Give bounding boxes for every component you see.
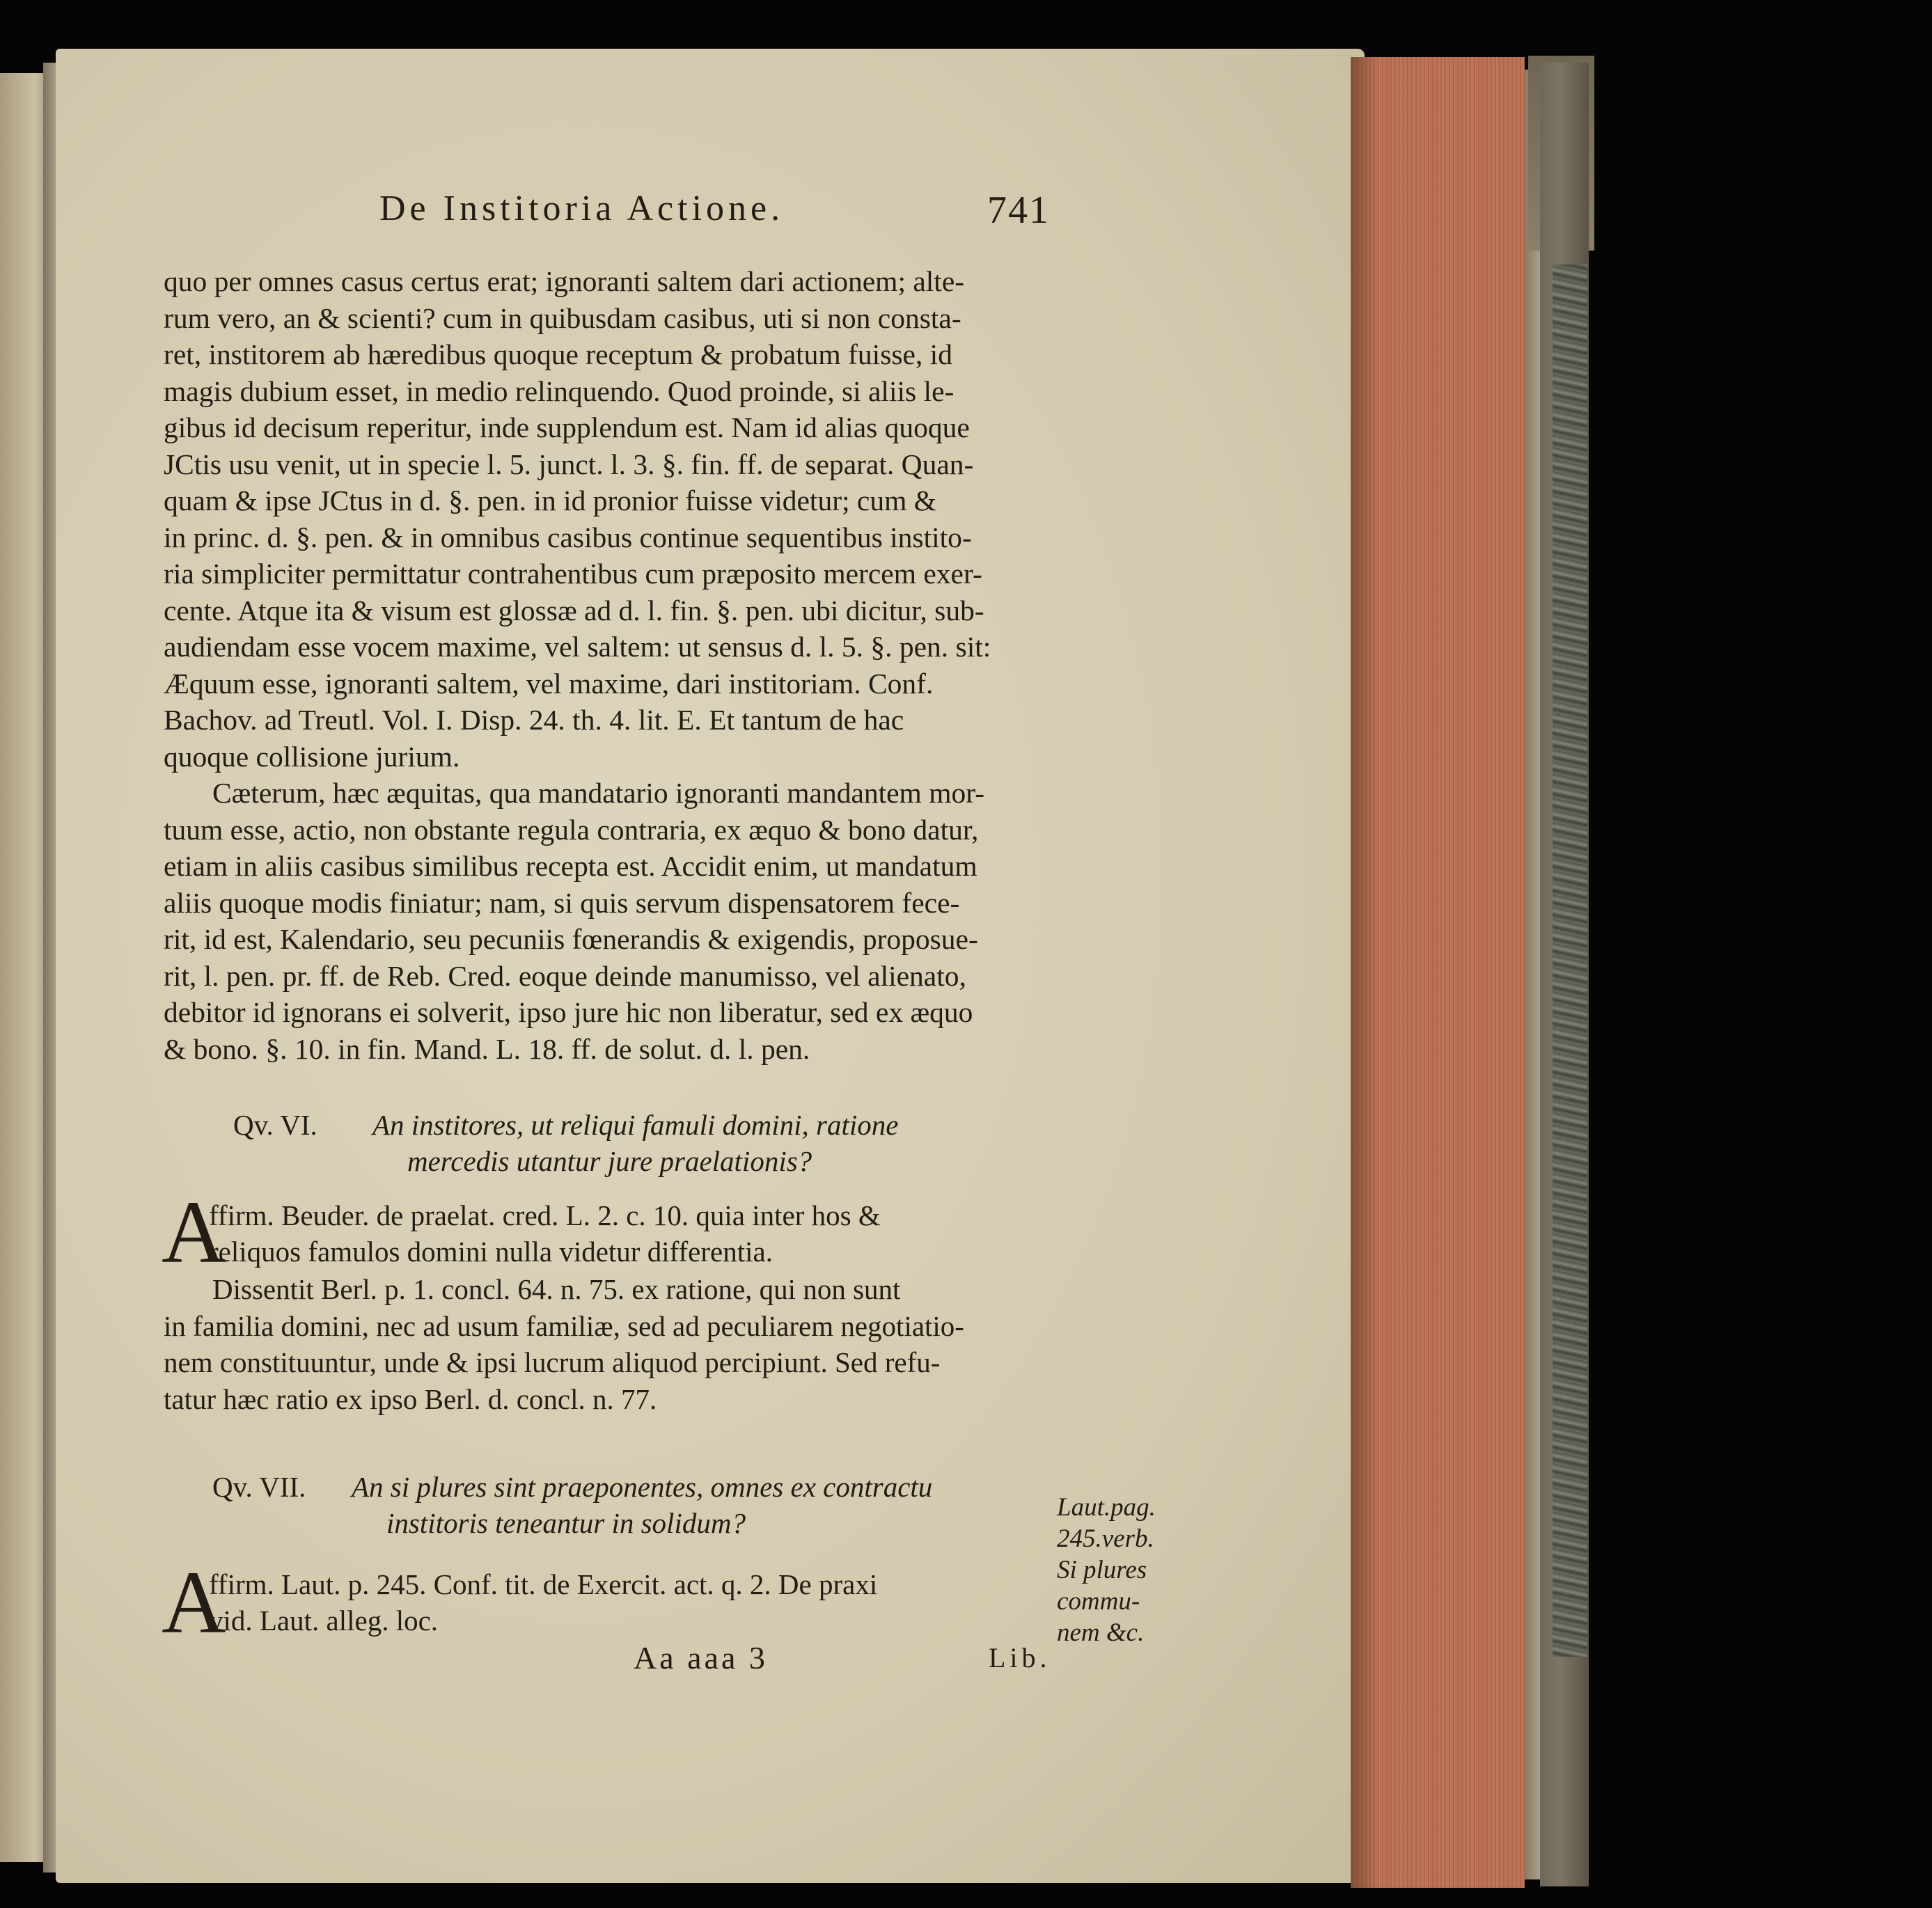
question-7-heading bbox=[212, 1469, 932, 1541]
text-line: cente. Atque ita & visum est glossæ ad d. l. fin. §. pen. ubi dicitur, sub- bbox=[164, 594, 984, 626]
text-line: Cæterum, hæc æquitas, qua mandatario ignoranti mandantem mor- bbox=[212, 777, 985, 809]
question-line: mercedis utantur jure praelationis? bbox=[407, 1145, 812, 1177]
question-line: An institores, ut reliqui famuli domini, ratione bbox=[372, 1109, 899, 1141]
answer-6-continuation bbox=[164, 1271, 1069, 1417]
text-line: ffirm. Beuder. de praelat. cred. L. 2. c. 10. quia inter hos & bbox=[209, 1199, 881, 1231]
running-head: De Institoria Actione. bbox=[379, 189, 785, 228]
margin-line: commu- bbox=[1057, 1587, 1140, 1616]
answer-6-opening bbox=[209, 1197, 881, 1270]
text-line: in princ. d. §. pen. & in omnibus casibus continue sequentibus instito- bbox=[164, 521, 972, 553]
page-edge-shadow bbox=[1351, 57, 1379, 1888]
signature-mark: Aa aaa 3 bbox=[634, 1640, 768, 1676]
text-line: ffirm. Laut. p. 245. Conf. tit. de Exercit. act. q. 2. De praxi bbox=[209, 1568, 878, 1600]
text-line: tatur hæc ratio ex ipso Berl. d. concl. n. 77. bbox=[164, 1382, 657, 1415]
text-line: magis dubium esset, in medio relinquendo. Quod proinde, si aliis le- bbox=[164, 374, 955, 407]
question-text bbox=[352, 1469, 932, 1541]
text-line: quam & ipse JCtus in d. §. pen. in id pronior fuisse videtur; cum & bbox=[164, 484, 937, 517]
margin-line: Si plures bbox=[1057, 1556, 1147, 1584]
text-line: etiam in aliis casibus similibus recepta est. Accidit enim, ut mandatum bbox=[164, 850, 977, 882]
text-line: debitor id ignorans ei solverit, ipso jure hic non liberatur, sed ex æquo bbox=[164, 996, 973, 1028]
text-line: in familia domini, nec ad usum familiæ, sed ad peculiarem negotiatio- bbox=[164, 1309, 964, 1342]
text-line: rit, id est, Kalendario, seu pecuniis fœnerandis & exigendis, proposue- bbox=[164, 923, 978, 955]
question-label: Qv. VII. bbox=[212, 1471, 306, 1503]
question-6-heading bbox=[233, 1107, 898, 1179]
page-number: 741 bbox=[987, 189, 1050, 232]
text-line: audiendam esse vocem maxime, vel saltem: ut sensus d. l. 5. §. pen. sit: bbox=[164, 631, 991, 663]
text-line: Æquum esse, ignoranti saltem, vel maxime, dari institoriam. Conf. bbox=[164, 667, 934, 700]
text-line: reliquos famulos domini nulla videtur differentia. bbox=[209, 1236, 773, 1268]
text-line: Dissentit Berl. p. 1. concl. 64. n. 75. ex ratione, qui non sunt bbox=[212, 1273, 901, 1305]
marginal-note bbox=[1057, 1492, 1156, 1648]
drop-cap: A bbox=[162, 1183, 226, 1282]
text-line: ret, institorem ab hæredibus quoque receptum & probatum fuisse, id bbox=[164, 338, 952, 370]
answer-7 bbox=[209, 1566, 877, 1639]
body-paragraph-1 bbox=[164, 263, 1055, 1067]
text-line: JCtis usu venit, ut in specie l. 5. junct. l. 3. §. fin. ff. de separat. Quan- bbox=[164, 448, 974, 480]
binding-edge bbox=[1525, 70, 1540, 1879]
text-line: gibus id decisum reperitur, inde supplendum est. Nam id alias quoque bbox=[164, 411, 970, 443]
text-line: Bachov. ad Treutl. Vol. I. Disp. 24. th. 4. lit. E. Et tantum de hac bbox=[164, 704, 904, 736]
catchword: Lib. bbox=[989, 1642, 1051, 1673]
margin-line: nem &c. bbox=[1057, 1618, 1145, 1647]
margin-line: 245.verb. bbox=[1057, 1524, 1154, 1553]
text-line: nem constituuntur, unde & ipsi lucrum aliquod percipiunt. Sed refu- bbox=[164, 1346, 941, 1378]
question-text bbox=[372, 1107, 898, 1179]
text-line: quoque collisione jurium. bbox=[164, 740, 460, 773]
text-line: & bono. §. 10. in fin. Mand. L. 18. ff. de solut. d. l. pen. bbox=[164, 1032, 810, 1065]
text-line: vid. Laut. alleg. loc. bbox=[209, 1605, 439, 1637]
text-line: quo per omnes casus certus erat; ignoranti saltem dari actionem; alte- bbox=[164, 265, 965, 297]
question-line: An si plures sint praeponentes, omnes ex contractu bbox=[352, 1471, 933, 1503]
text-line: aliis quoque modis finiatur; nam, si quis servum dispensatorem fece- bbox=[164, 886, 960, 919]
text-line: tuum esse, actio, non obstante regula contraria, ex æquo & bono datur, bbox=[164, 813, 979, 846]
marbled-cover bbox=[1553, 265, 1587, 1657]
text-line: ria simpliciter permittatur contrahentibus cum præposito mercem exer- bbox=[164, 558, 982, 590]
question-line: institoris teneantur in solidum? bbox=[386, 1507, 746, 1539]
text-line: rum vero, an & scienti? cum in quibusdam casibus, uti si non consta- bbox=[164, 301, 961, 334]
margin-line: Laut.pag. bbox=[1057, 1493, 1156, 1522]
question-label: Qv. VI. bbox=[233, 1109, 317, 1141]
text-line: rit, l. pen. pr. ff. de Reb. Cred. eoque deinde manumisso, vel alienato, bbox=[164, 959, 966, 992]
drop-cap: A bbox=[162, 1553, 226, 1652]
